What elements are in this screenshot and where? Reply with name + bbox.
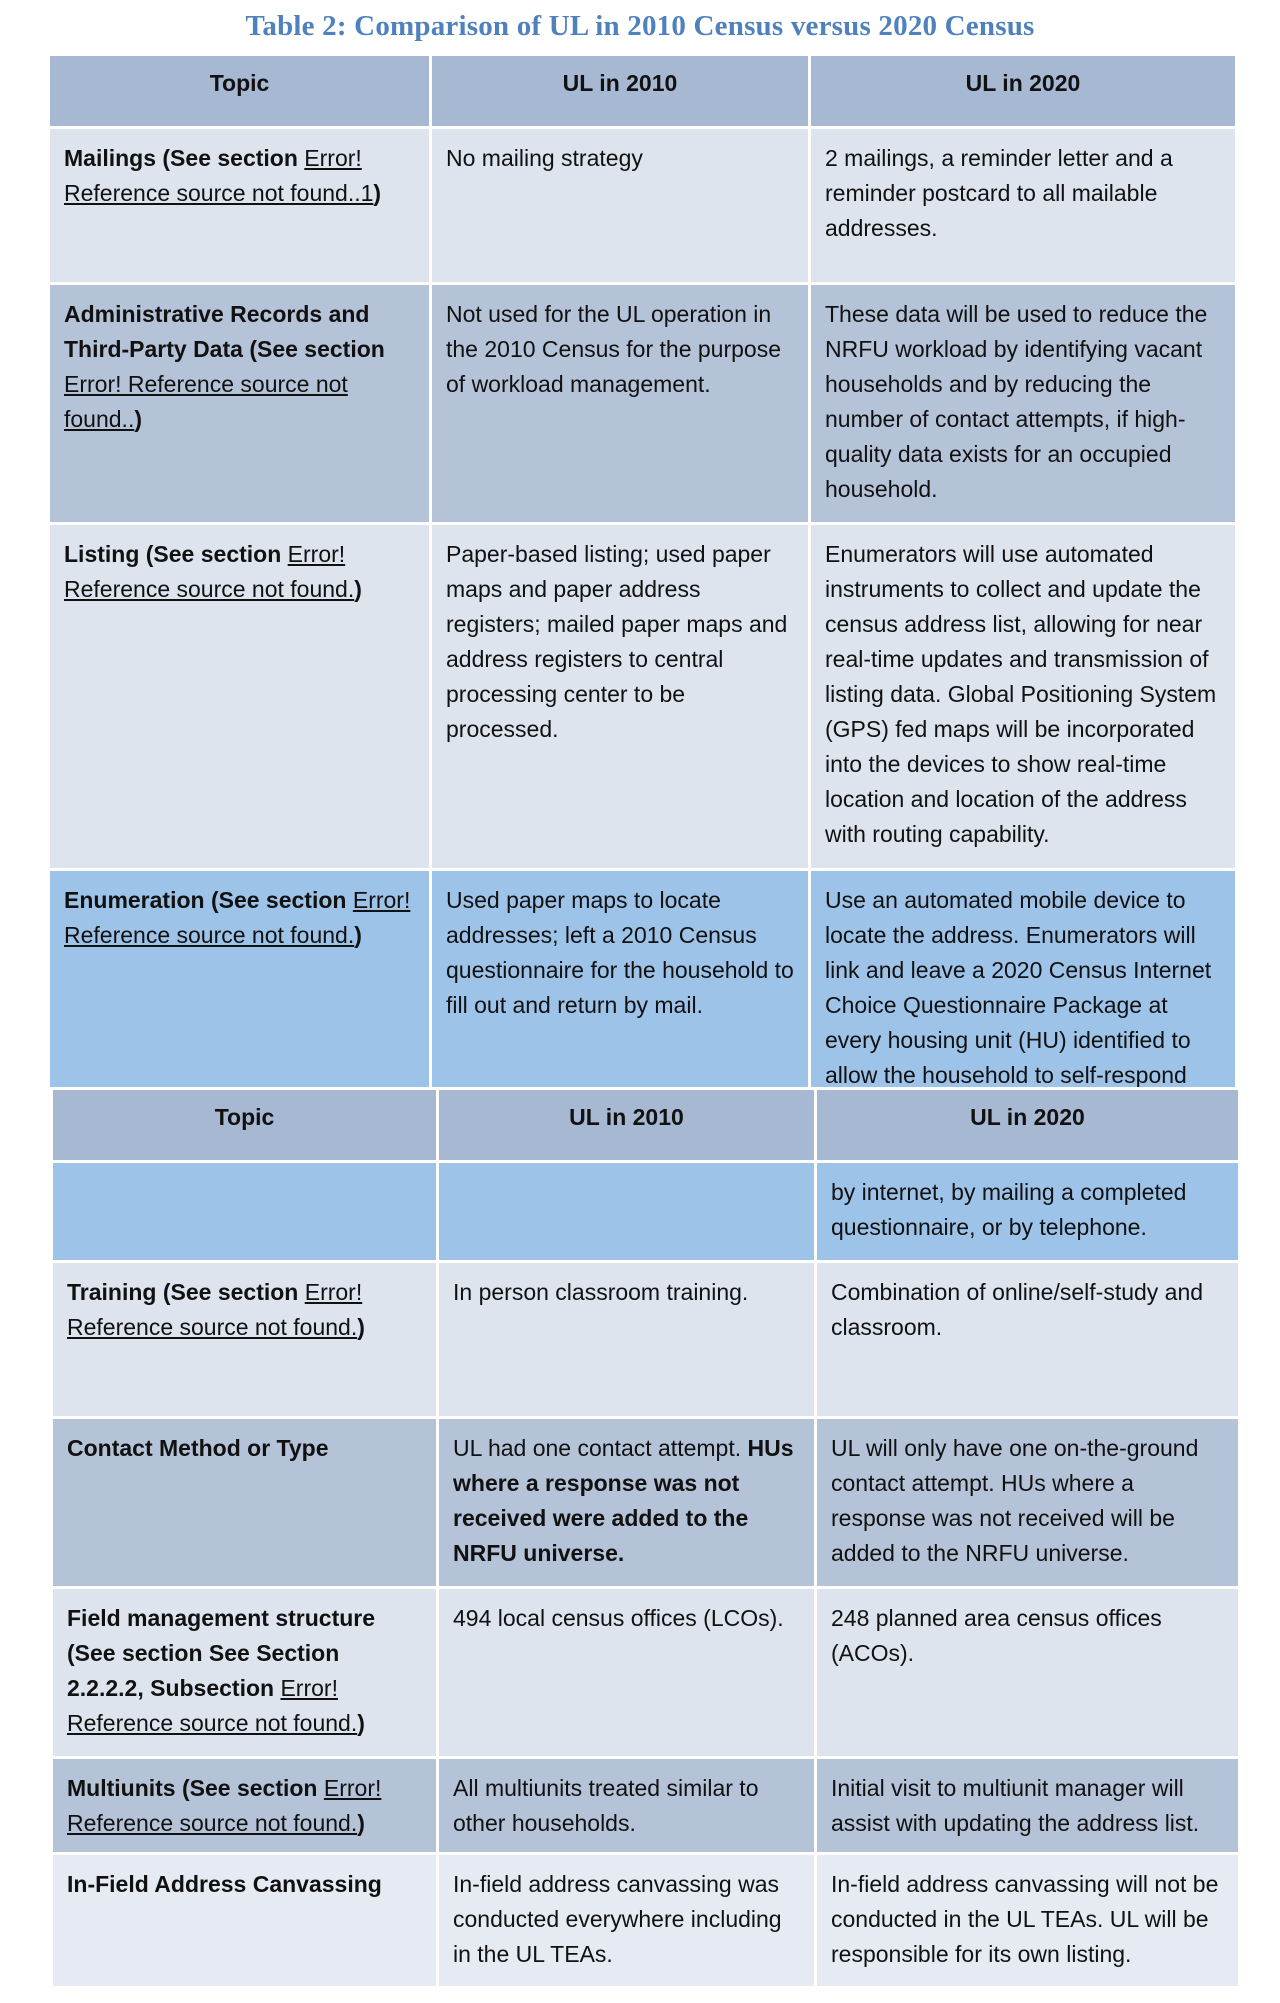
ul-2010-cell: All multiunits treated similar to other households. [438,1758,816,1854]
header-ul-2020: UL in 2020 [810,55,1237,128]
reference-link[interactable]: Error! Reference source not found. [64,887,411,948]
reference-link[interactable]: Error! Reference source not found. [67,1775,382,1836]
reference-link[interactable]: Error! Reference source not found. [64,541,355,602]
topic-cell: Field management structure (See section See Section 2.2.2.2, Subsection Error! Reference source not found.) [52,1588,438,1758]
topic-cell: Listing (See section Error! Reference source not found.) [49,524,431,870]
ul-2010-cell: Paper-based listing; used paper maps and paper address registers; mailed paper maps and address registers to central processing center to be processed. [431,524,810,870]
table-row [52,1588,1240,1758]
reference-link[interactable]: Error! Reference source not found..1 [64,145,374,206]
table-row [49,870,1237,1105]
table-row [49,128,1237,284]
header-topic: Topic [49,55,431,128]
topic-cell: In-Field Address Canvassing [52,1854,438,1988]
topic-cell: Administrative Records and Third-Party Data (See section Error! Reference source not found..) [49,284,431,524]
ul-2010-cell: No mailing strategy [431,128,810,284]
reference-link[interactable]: Error! Reference source not found. [67,1279,363,1340]
ul-2020-cell: Combination of online/self-study and classroom. [816,1262,1240,1418]
table-row [52,1262,1240,1418]
table-row [52,1758,1240,1854]
topic-cell: Multiunits (See section Error! Reference source not found.) [52,1758,438,1854]
reference-link[interactable]: Error! Reference source not found.. [64,371,348,432]
topic-cell: Mailings (See section Error! Reference source not found..1) [49,128,431,284]
topic-cell: Enumeration (See section Error! Reference source not found.) [49,870,431,1105]
comparison-table-part-2 [50,1087,1241,1989]
ul-2020-cell: In-field address canvassing will not be conducted in the UL TEAs. UL will be responsible for its own listing. [816,1854,1240,1988]
table-title: Table 2: Comparison of UL in 2010 Census versus 2020 Census [245,10,1035,42]
ul-2020-cell: UL will only have one on-the-ground contact attempt. HUs where a response was not received will be added to the NRFU universe. [816,1418,1240,1588]
table-row [49,524,1237,870]
topic-cell: Training (See section Error! Reference source not found.) [52,1262,438,1418]
ul-2020-cell: Use an automated mobile device to locate the address. Enumerators will link and leave a 2020 Census Internet Choice Questionnaire Package at every housing unit (HU) identified to allow the household to self-respond [810,870,1237,1105]
header-ul-2010: UL in 2010 [431,55,810,128]
ul-2010-cell: In-field address canvassing was conducted everywhere including in the UL TEAs. [438,1854,816,1988]
ul-2020-cell: These data will be used to reduce the NRFU workload by identifying vacant households and by reducing the number of contact attempts, if high-quality data exists for an occupied household. [810,284,1237,524]
ul-2010-cell: In person classroom training. [438,1262,816,1418]
ul-2020-cell: Enumerators will use automated instruments to collect and update the census address list, allowing for near real-time updates and transmission of listing data. Global Positioning System (GPS) fed maps will be incorporated into the devices to show real-time location and location of the address with routing capability. [810,524,1237,870]
table-row [52,1854,1240,1988]
ul-2010-cell: Not used for the UL operation in the 2010 Census for the purpose of workload management. [431,284,810,524]
ul-2020-cell: 2 mailings, a reminder letter and a reminder postcard to all mailable addresses. [810,128,1237,284]
ul-2020-cell: 248 planned area census offices (ACOs). [816,1588,1240,1758]
ul-2010-cell: Used paper maps to locate addresses; left a 2010 Census questionnaire for the household to fill out and return by mail. [431,870,810,1105]
ul-2020-cell: by internet, by mailing a completed questionnaire, or by telephone. [816,1162,1240,1262]
header-row [49,55,1237,128]
ul-2010-cell [438,1162,816,1262]
table-row [49,284,1237,524]
reference-link[interactable]: Error! Reference source not found. [67,1675,358,1736]
comparison-table-part-1 [47,53,1238,1106]
header-ul-2010: UL in 2010 [438,1089,816,1162]
ul-2020-cell: Initial visit to multiunit manager will assist with updating the address list. [816,1758,1240,1854]
topic-cell: Contact Method or Type [52,1418,438,1588]
ul-2010-cell: 494 local census offices (LCOs). [438,1588,816,1758]
ul-2010-cell: UL had one contact attempt. HUs where a response was not received were added to the NRFU universe. [438,1418,816,1588]
table-row [52,1162,1240,1262]
header-row [52,1089,1240,1162]
header-ul-2020: UL in 2020 [816,1089,1240,1162]
topic-cell [52,1162,438,1262]
table-row [52,1418,1240,1588]
header-topic: Topic [52,1089,438,1162]
